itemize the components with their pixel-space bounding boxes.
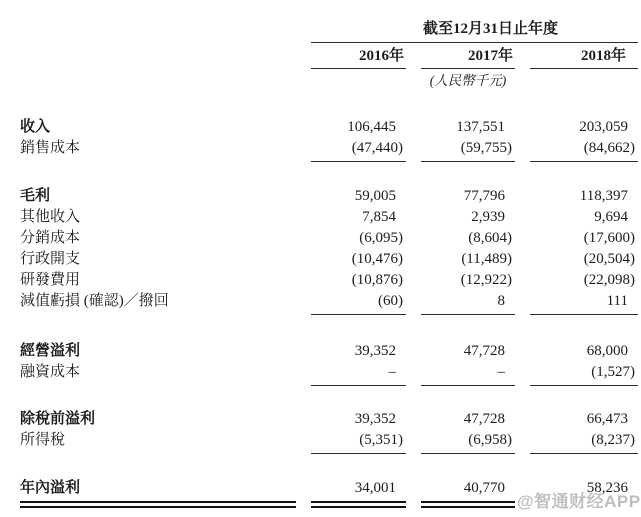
value-2017: 77,796 bbox=[463, 188, 505, 204]
value-2018: (84,662) bbox=[583, 140, 635, 156]
table-row-profit-before-tax bbox=[20, 409, 638, 430]
rule-after-finance-costs bbox=[20, 385, 638, 387]
rule-after-impairment bbox=[20, 314, 638, 316]
table-row-rd-expenses bbox=[20, 270, 638, 291]
value-2016: (5,351) bbox=[359, 432, 403, 448]
value-2016: – bbox=[388, 364, 396, 380]
value-2018: (20,504) bbox=[583, 251, 635, 267]
row-label: 減值虧損 (確認)／撥回 bbox=[20, 293, 169, 309]
value-2016: (10,876) bbox=[351, 272, 403, 288]
value-2018: 118,397 bbox=[579, 188, 628, 204]
table-row-other-income bbox=[20, 207, 638, 228]
table-row-revenue bbox=[20, 117, 638, 138]
table-row-income-tax bbox=[20, 430, 638, 451]
value-2016: 34,001 bbox=[354, 480, 396, 496]
table-row-finance-costs bbox=[20, 362, 638, 383]
column-header-2017: 2017年 bbox=[421, 48, 515, 69]
period-title bbox=[311, 20, 638, 43]
row-label: 收入 bbox=[20, 119, 51, 135]
value-2016: (10,476) bbox=[351, 251, 403, 267]
row-label: 除稅前溢利 bbox=[20, 411, 96, 427]
value-2016: (60) bbox=[378, 293, 403, 309]
value-2017: 2,939 bbox=[471, 209, 505, 225]
row-label: 分銷成本 bbox=[20, 230, 81, 246]
value-2018: 68,000 bbox=[586, 343, 628, 359]
row-label: 其他收入 bbox=[20, 209, 81, 225]
column-header-2018: 2018年 bbox=[530, 48, 638, 69]
value-2016: 59,005 bbox=[354, 188, 396, 204]
row-label: 銷售成本 bbox=[20, 140, 81, 156]
value-2018: 9,694 bbox=[594, 209, 628, 225]
value-2016: 39,352 bbox=[354, 343, 396, 359]
row-label: 融資成本 bbox=[20, 364, 81, 380]
value-2017: (12,922) bbox=[460, 272, 512, 288]
value-2018: 58,236 bbox=[586, 480, 628, 496]
currency-unit-note: (人民幣千元) bbox=[429, 73, 507, 88]
value-2017: (6,958) bbox=[468, 432, 512, 448]
value-2017: – bbox=[497, 364, 505, 380]
table-row-operating-profit bbox=[20, 341, 638, 362]
value-2016: 106,445 bbox=[347, 119, 396, 135]
value-2016: 7,854 bbox=[362, 209, 396, 225]
value-2017: 47,728 bbox=[463, 411, 505, 427]
table-header-period bbox=[20, 20, 638, 43]
row-label: 經營溢利 bbox=[20, 343, 81, 359]
table-row-admin-expenses bbox=[20, 249, 638, 270]
value-2017: 137,551 bbox=[456, 119, 505, 135]
row-label: 毛利 bbox=[20, 188, 51, 204]
value-2018: (17,600) bbox=[583, 230, 635, 246]
rule-after-income-tax bbox=[20, 453, 638, 455]
value-2016: (6,095) bbox=[359, 230, 403, 246]
table-header-unit bbox=[20, 73, 638, 89]
row-label: 年內溢利 bbox=[20, 480, 81, 496]
column-header-2016: 2016年 bbox=[311, 48, 406, 69]
table-row-impairment-loss bbox=[20, 291, 638, 312]
value-2017: 47,728 bbox=[463, 343, 505, 359]
table-row-distribution-costs bbox=[20, 228, 638, 249]
table-header-years bbox=[20, 48, 638, 69]
period-title-text: 截至12月31日止年度 bbox=[422, 21, 558, 37]
value-2018: 111 bbox=[606, 293, 628, 309]
value-2017: 40,770 bbox=[463, 480, 505, 496]
row-label: 所得稅 bbox=[20, 432, 66, 448]
value-2017: (11,489) bbox=[461, 251, 512, 267]
value-2018: 203,059 bbox=[579, 119, 628, 135]
row-label: 研發費用 bbox=[20, 272, 81, 288]
value-2016: 39,352 bbox=[354, 411, 396, 427]
value-2018: 66,473 bbox=[586, 411, 628, 427]
table-row-cost-of-sales bbox=[20, 138, 638, 159]
value-2017: (59,755) bbox=[460, 140, 512, 156]
watermark-zhitong-finance: @智通财经APP bbox=[517, 492, 641, 511]
value-2018: (1,527) bbox=[591, 364, 635, 380]
value-2017: 8 bbox=[497, 293, 505, 309]
value-2016: (47,440) bbox=[351, 140, 403, 156]
rule-after-cost-of-sales bbox=[20, 161, 638, 163]
table-row-gross-profit bbox=[20, 186, 638, 207]
value-2017: (8,604) bbox=[468, 230, 512, 246]
value-2018: (8,237) bbox=[591, 432, 635, 448]
value-2018: (22,098) bbox=[583, 272, 635, 288]
row-label: 行政開支 bbox=[20, 251, 81, 267]
